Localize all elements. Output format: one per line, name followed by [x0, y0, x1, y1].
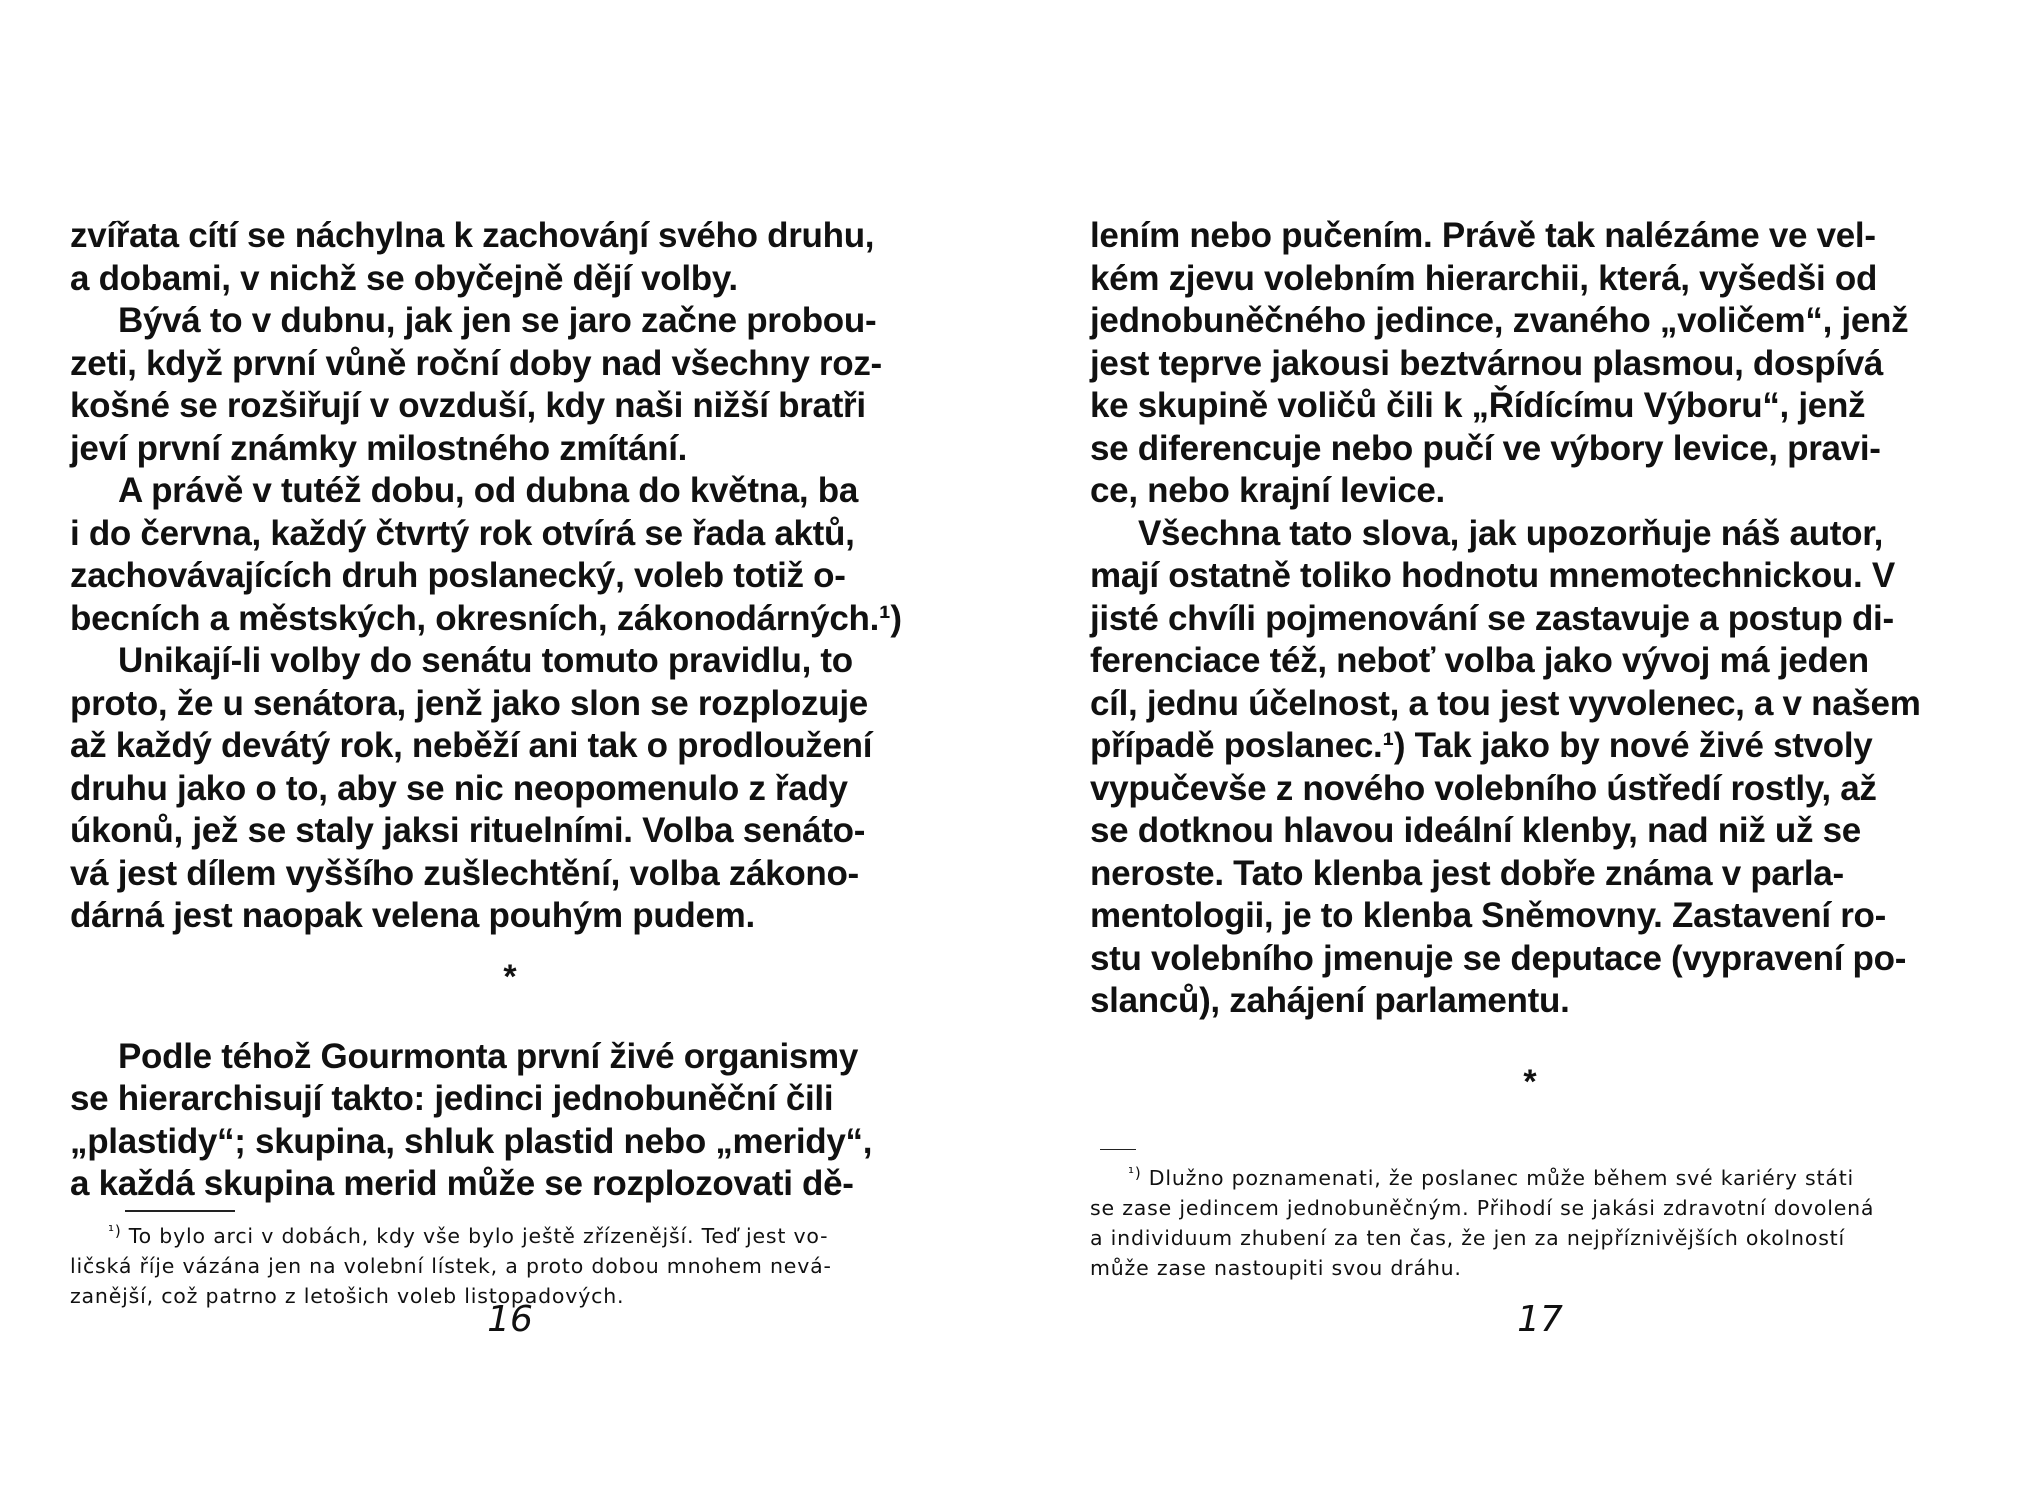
left-paragraph-5	[70, 1036, 950, 1206]
text-line: Unikají-li volby do senátu tomuto pravidlu, to	[118, 641, 853, 680]
footnote-line	[1090, 1158, 1970, 1193]
text-line: se hierarchisují takto: jedinci jednobuněční čili	[70, 1079, 834, 1118]
left-page	[70, 215, 950, 1311]
text-line: úkonů, jež se staly jaksi rituelními. Volba senáto-	[70, 811, 866, 850]
footnote-line	[70, 1216, 950, 1251]
text-line: zeti, když první vůně roční doby nad všechny roz-	[70, 343, 882, 383]
text-line: mentologii, je to klenba Sněmovny. Zastavení ro-	[1090, 896, 1886, 935]
text-line: ce, nebo krajní levice.	[1090, 471, 1445, 510]
text-line: slanců), zahájení parlamentu.	[1090, 981, 1570, 1020]
page-number-right: 17	[1517, 1299, 1563, 1340]
text-line: proto, že u senátora, jenž jako slon se rozplozuje	[70, 683, 868, 723]
text-line: mají ostatně toliko hodnotu mnemotechnickou. V	[1090, 556, 1895, 595]
text-line: druhu jako o to, aby se nic neopomenulo z řady	[70, 768, 848, 808]
left-paragraph-3	[70, 470, 950, 640]
text-line: ferenciace též, neboť volba jako vývoj má jeden	[1090, 641, 1869, 680]
footnote-line: zanější, což patrno z letošich voleb listopadových.	[70, 1283, 625, 1308]
text-line: a dobami, v nichž se obyčejně dějí volby.	[70, 258, 738, 298]
footnote-divider	[125, 1210, 235, 1212]
text-line: Bývá to v dubnu, jak jen se jaro začne probou-	[118, 301, 877, 340]
footnote-line: ličská říje vázána jen na volební lístek, a proto dobou mnohem nevá-	[70, 1253, 832, 1278]
text-line: se diferencuje nebo pučí ve výbory levice, pravi-	[1090, 428, 1881, 468]
text-line: cíl, jednu účelnost, a tou jest vyvolenec, a v našem	[1090, 683, 1921, 723]
right-page	[1090, 215, 1970, 1283]
text-line: jeví první známky milostného zmítání.	[70, 428, 688, 468]
text-line: stu volebního jmenuje se deputace (vypravení po-	[1090, 938, 1907, 978]
text-line: jest teprve jakousi beztvárnou plasmou, dospívá	[1090, 343, 1884, 383]
text-line: ke skupině voličů čili k „Řídícímu Výboru“, jenž	[1090, 386, 1866, 425]
footnote-line: a individuum zhubení za ten čas, že jen za nejpříznivějších okolností	[1090, 1225, 1846, 1250]
text-line: a každá skupina merid může se rozplozovati dě-	[70, 1164, 854, 1203]
text-line: se dotknou hlavou ideální klenby, nad niž už se	[1090, 811, 1861, 850]
text-line: A právě v tutéž dobu, od dubna do května, ba	[118, 471, 859, 510]
text-line: případě poslanec.¹) Tak jako by nové živé stvoly	[1090, 726, 1873, 765]
text-line: vypučevše z nového volebního ústředí rostly, až	[1090, 768, 1877, 808]
text-line: jednobuněčného jedince, zvaného „voličem“, jenž	[1090, 301, 1909, 340]
text-line: „plastidy“; skupina, shluk plastid nebo „meridy“,	[70, 1121, 873, 1161]
footnote-text: To bylo arci v dobách, kdy vše bylo ještě zřízenější. Teď jest vo-	[128, 1223, 829, 1248]
text-line: dárná jest naopak velena pouhým pudem.	[70, 896, 755, 935]
footnote-text: Dlužno poznamenati, že poslanec může během své kariéry státi	[1148, 1165, 1855, 1190]
text-line: až každý devátý rok, neběží ani tak o prodloužení	[70, 726, 873, 765]
right-paragraph-2	[1090, 513, 1970, 1023]
text-line: Podle téhož Gourmonta první živé organismy	[118, 1036, 859, 1076]
left-footnote	[70, 1216, 950, 1311]
text-line: i do června, každý čtvrtý rok otvírá se řada aktů,	[70, 513, 855, 553]
text-line: kém zjevu volebním hierarchii, která, vyšedši od	[1090, 258, 1878, 298]
text-line: jisté chvíli pojmenování se zastavuje a postup di-	[1090, 598, 1894, 638]
footnote-divider	[1100, 1149, 1136, 1150]
text-line: vá jest dílem vyššího zušlechtění, volba zákono-	[70, 853, 859, 893]
left-paragraph-4	[70, 640, 950, 938]
text-line: becních a městských, okresních, zákonodárných.¹)	[70, 598, 902, 638]
text-line: Všechna tato slova, jak upozorňuje náš autor,	[1138, 513, 1884, 553]
text-line: lením nebo pučením. Právě tak nalézáme ve vel-	[1090, 216, 1876, 255]
footnote-line: se zase jedincem jednobuněčným. Přihodí se jakási zdravotní dovolená	[1090, 1195, 1875, 1220]
right-paragraph-1	[1090, 215, 1970, 513]
left-paragraph-2	[70, 300, 950, 470]
text-line: zachovávajících druh poslanecký, voleb totiž o-	[70, 556, 846, 595]
page-number-left: 16	[487, 1299, 533, 1340]
text-line: zvířata cítí se náchylna k zachováŋí svého druhu,	[70, 216, 875, 255]
section-break-asterisk: *	[503, 957, 517, 996]
text-line: neroste. Tato klenba jest dobře známa v parla-	[1090, 853, 1844, 893]
right-footnote	[1090, 1158, 1970, 1283]
footnote-mark: ¹)	[1128, 1163, 1142, 1182]
footnote-mark: ¹)	[108, 1221, 122, 1240]
left-paragraph-1	[70, 215, 950, 300]
section-break-asterisk: *	[1523, 1062, 1537, 1101]
text-line: košné se rozšiřují v ovzduší, kdy naši nižší bratři	[70, 386, 866, 425]
footnote-line: může zase nastoupiti svou dráhu.	[1090, 1255, 1462, 1280]
